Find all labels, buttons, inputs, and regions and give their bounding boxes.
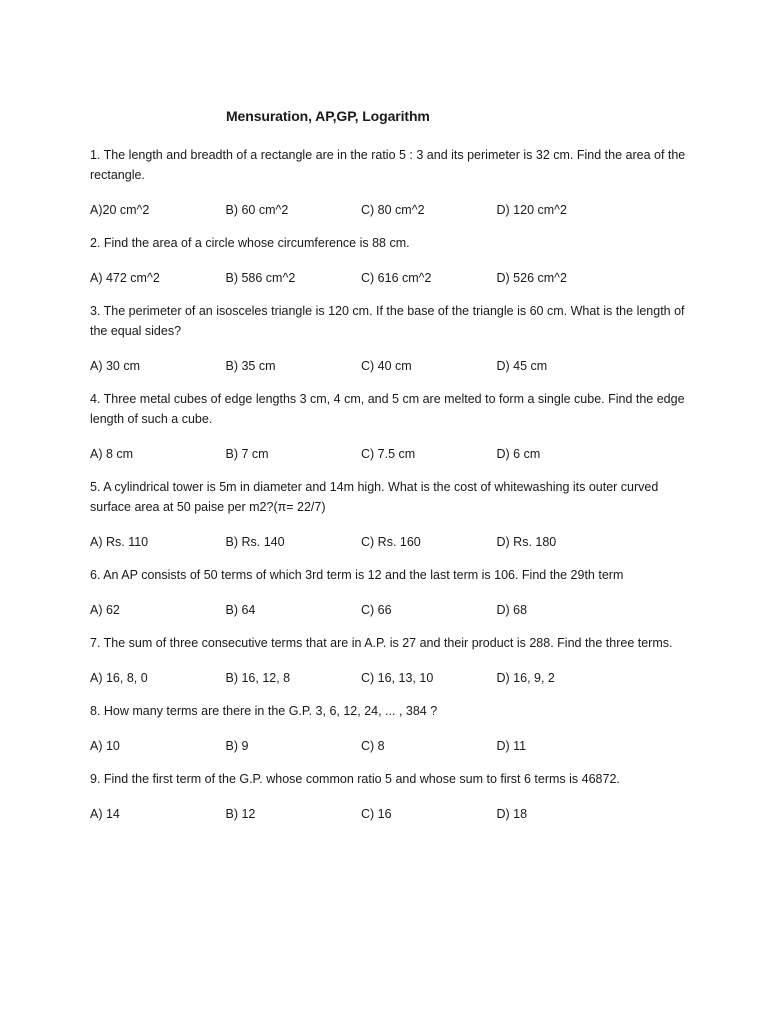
option-d: D) 18 [496, 807, 528, 821]
answer-options [90, 669, 690, 687]
question-text: 5. A cylindrical tower is 5m in diameter and 14m high. What is the cost of whitewashing its outer curved surface area at 50 paise per m2?(π= 22/7) [90, 480, 659, 514]
question-text: 2. Find the area of a circle whose circumference is 88 cm. [90, 236, 410, 250]
option-a: A) 14 [90, 807, 120, 821]
question-text: 3. The perimeter of an isosceles triangle is 120 cm. If the base of the triangle is 60 cm. What is the length of the equal sides? [90, 304, 685, 338]
option-d: D) 526 cm^2 [496, 271, 567, 285]
option-a: A) 62 [90, 603, 120, 617]
option-c: C) 616 cm^2 [361, 271, 432, 285]
option-c: C) 7.5 cm [361, 447, 416, 461]
option-d: D) Rs. 180 [496, 535, 557, 549]
question-text: 1. The length and breadth of a rectangle are in the ratio 5 : 3 and its perimeter is 32 cm. Find the area of the rectangle. [90, 148, 686, 182]
option-a: A) 472 cm^2 [90, 271, 160, 285]
answer-options [90, 737, 690, 755]
option-d: D) 68 [496, 603, 528, 617]
option-a: A)20 cm^2 [90, 203, 150, 217]
answer-options [90, 357, 690, 375]
question-7 [90, 633, 690, 687]
option-a: A) 10 [90, 739, 120, 753]
option-d: D) 6 cm [496, 447, 541, 461]
question-5 [90, 477, 690, 551]
answer-options [90, 805, 690, 823]
option-b: B) 16, 12, 8 [225, 671, 291, 685]
question-text: 9. Find the first term of the G.P. whose common ratio 5 and whose sum to first 6 terms is 46872. [90, 772, 620, 786]
option-d: D) 16, 9, 2 [496, 671, 555, 685]
page-title: Mensuration, AP,GP, Logarithm [226, 108, 430, 124]
answer-options [90, 601, 690, 619]
option-d: D) 11 [496, 739, 527, 753]
question-list [90, 145, 690, 823]
answer-options [90, 201, 690, 219]
question-text: 4. Three metal cubes of edge lengths 3 cm, 4 cm, and 5 cm are melted to form a single cube. Find the edge length of such a cube. [90, 392, 685, 426]
option-c: C) 66 [361, 603, 392, 617]
option-c: C) 8 [361, 739, 385, 753]
option-a: A) 8 cm [90, 447, 134, 461]
question-4 [90, 389, 690, 463]
question-1 [90, 145, 690, 219]
question-text: 8. How many terms are there in the G.P. 3, 6, 12, 24, ... , 384 ? [90, 704, 438, 718]
question-text: 6. An AP consists of 50 terms of which 3rd term is 12 and the last term is 106. Find the 29th term [90, 568, 624, 582]
option-b: B) 35 cm [225, 359, 276, 373]
option-d: D) 45 cm [496, 359, 548, 373]
question-9 [90, 769, 690, 823]
option-c: C) 16, 13, 10 [361, 671, 434, 685]
option-b: B) 64 [225, 603, 256, 617]
option-c: C) 80 cm^2 [361, 203, 425, 217]
option-b: B) 9 [225, 739, 249, 753]
answer-options [90, 445, 690, 463]
option-c: C) Rs. 160 [361, 535, 421, 549]
option-a: A) 30 cm [90, 359, 141, 373]
answer-options [90, 533, 690, 551]
question-6 [90, 565, 690, 619]
option-a: A) Rs. 110 [90, 535, 149, 549]
question-3 [90, 301, 690, 375]
option-b: B) Rs. 140 [225, 535, 285, 549]
option-b: B) 60 cm^2 [225, 203, 289, 217]
answer-options [90, 269, 690, 287]
question-8 [90, 701, 690, 755]
option-a: A) 16, 8, 0 [90, 671, 148, 685]
option-c: C) 40 cm [361, 359, 412, 373]
option-b: B) 7 cm [225, 447, 269, 461]
question-2 [90, 233, 690, 287]
option-c: C) 16 [361, 807, 392, 821]
option-d: D) 120 cm^2 [496, 203, 567, 217]
option-b: B) 586 cm^2 [225, 271, 296, 285]
option-b: B) 12 [225, 807, 256, 821]
question-text: 7. The sum of three consecutive terms that are in A.P. is 27 and their product is 288. Find the three terms. [90, 636, 673, 650]
